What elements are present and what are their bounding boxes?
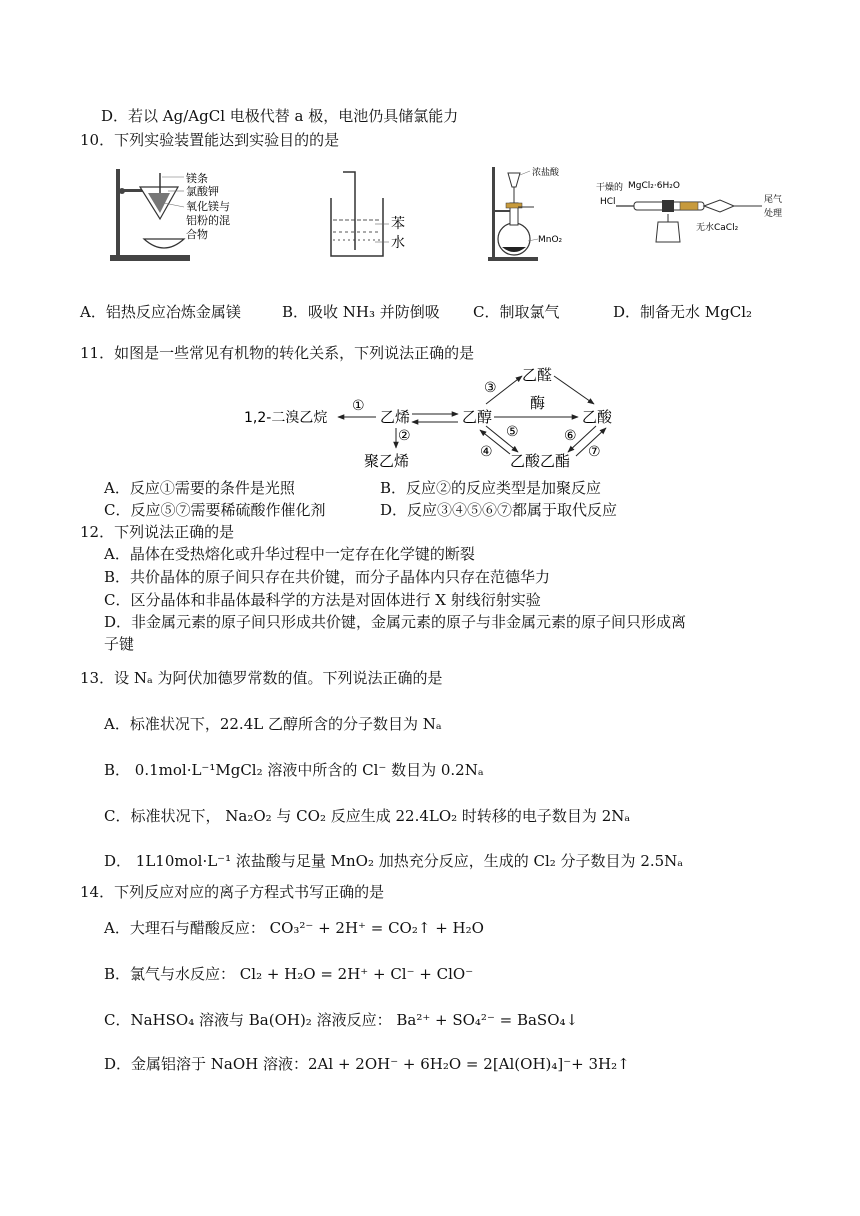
q12-option-b: B．共价晶体的原子间只存在共价键，而分子晶体内只存在范德华力 xyxy=(104,568,551,586)
scheme-ethyl-acetate: 乙酸乙酯 xyxy=(510,452,571,470)
q10-stem: 10．下列实验装置能达到实验目的的是 xyxy=(80,131,340,149)
q10-figure-c xyxy=(484,163,584,263)
q14-option-a: A．大理石与醋酸反应： CO₃²⁻ + 2H⁺ = CO₂↑ + H₂O xyxy=(104,919,484,937)
q10-option-c: C．制取氯气 xyxy=(473,303,560,321)
scheme-n4: ④ xyxy=(480,444,493,460)
scheme-ethylene: 乙烯 xyxy=(380,408,411,426)
q14-option-d: D．金属铝溶于 NaOH 溶液：2Al + 2OH⁻ + 6H₂O = 2[Al(OH)₄]⁻+ 3H₂↑ xyxy=(104,1055,630,1073)
fig-c-label-hcl: 浓盐酸 xyxy=(532,168,560,178)
q13-stem: 13．设 Nₐ 为阿伏加德罗常数的值。下列说法正确的是 xyxy=(80,669,443,687)
fig-a-label-kclo3: 氯酸钾 xyxy=(186,185,219,198)
q10-figure-a xyxy=(104,163,254,265)
fig-c-label-mno2: MnO₂ xyxy=(538,235,563,245)
q12-option-a: A．晶体在受热熔化或升华过程中一定存在化学键的断裂 xyxy=(104,545,475,563)
q11-option-b: B．反应②的反应类型是加聚反应 xyxy=(380,479,602,497)
scheme-acetaldehyde: 乙醛 xyxy=(522,366,553,384)
q13-option-c: C．标准状况下， Na₂O₂ 与 CO₂ 反应生成 22.4LO₂ 时转移的电子数目为 2Nₐ xyxy=(104,807,631,825)
fig-d-label-tail1: 尾气 xyxy=(764,195,783,205)
scheme-enzyme: 酶 xyxy=(530,394,546,412)
q11-option-c: C．反应⑤⑦需要稀硫酸作催化剂 xyxy=(104,501,326,519)
fig-d-label-cacl2: 无水CaCl₂ xyxy=(696,223,739,233)
q12-option-d-line1: D．非金属元素的原子间只形成共价键，金属元素的原子与非金属元素的原子间只形成离 xyxy=(104,613,687,631)
fig-a-label-mg: 镁条 xyxy=(186,172,208,185)
scheme-n6: ⑥ xyxy=(564,428,577,444)
q13-option-a: A．标准状况下，22.4L 乙醇所含的分子数目为 Nₐ xyxy=(104,715,442,733)
q11-stem: 11．如图是一些常见有机物的转化关系，下列说法正确的是 xyxy=(80,344,475,362)
scheme-n5: ⑤ xyxy=(506,424,519,440)
fig-b-label-benzene: 苯 xyxy=(391,216,405,232)
fig-d-label-dry: 干燥的 xyxy=(596,183,624,193)
q12-stem: 12．下列说法正确的是 xyxy=(80,523,235,541)
q10-figure-d xyxy=(594,170,790,252)
fig-d-label-hcl: HCl xyxy=(600,197,616,207)
scheme-dibromoethane: 1,2-二溴乙烷 xyxy=(244,410,328,426)
q11-option-a: A．反应①需要的条件是光照 xyxy=(104,479,295,497)
fig-d-label-mgcl2: MgCl₂·6H₂O xyxy=(628,181,680,191)
fig-b-label-water: 水 xyxy=(391,235,405,251)
q13-option-b: B． 0.1mol·L⁻¹MgCl₂ 溶液中所含的 Cl⁻ 数目为 0.2Nₐ xyxy=(104,761,484,779)
scheme-n1: ① xyxy=(352,398,365,414)
q10-option-b: B．吸收 NH₃ 并防倒吸 xyxy=(282,303,440,321)
q10-figure-b xyxy=(325,170,415,262)
scheme-polyethylene: 聚乙烯 xyxy=(364,452,410,470)
q9-option-d: D．若以 Ag/AgCl 电极代替 a 极，电池仍具储氯能力 xyxy=(101,107,459,125)
q14-stem: 14．下列反应对应的离子方程式书写正确的是 xyxy=(80,883,385,901)
scheme-acetic-acid: 乙酸 xyxy=(582,408,613,426)
scheme-n2: ② xyxy=(398,428,411,444)
fig-a-label-mix2: 铝粉的混 xyxy=(186,214,230,227)
q11-option-d: D．反应③④⑤⑥⑦都属于取代反应 xyxy=(380,501,618,519)
q10-option-a: A．铝热反应冶炼金属镁 xyxy=(80,303,241,321)
scheme-n7: ⑦ xyxy=(588,444,601,460)
scheme-n3: ③ xyxy=(484,380,497,396)
q14-option-c: C．NaHSO₄ 溶液与 Ba(OH)₂ 溶液反应： Ba²⁺ + SO₄²⁻ = BaSO₄↓ xyxy=(104,1011,579,1029)
q14-option-b: B．氯气与水反应： Cl₂ + H₂O = 2H⁺ + Cl⁻ + ClO⁻ xyxy=(104,965,474,983)
fig-a-label-mix3: 合物 xyxy=(186,228,208,241)
fig-a-label-mix1: 氧化镁与 xyxy=(186,200,230,213)
scheme-ethanol: 乙醇 xyxy=(462,408,493,426)
q12-option-d-line2: 子键 xyxy=(104,635,135,653)
q10-option-d: D．制备无水 MgCl₂ xyxy=(613,303,753,321)
q11-reaction-scheme xyxy=(236,362,656,474)
fig-d-label-tail2: 处理 xyxy=(764,209,783,219)
q12-option-c: C．区分晶体和非晶体最科学的方法是对固体进行 X 射线衍射实验 xyxy=(104,591,541,609)
q13-option-d: D． 1L10mol·L⁻¹ 浓盐酸与足量 MnO₂ 加热充分反应，生成的 Cl₂ 分子数目为 2.5Nₐ xyxy=(104,852,684,870)
